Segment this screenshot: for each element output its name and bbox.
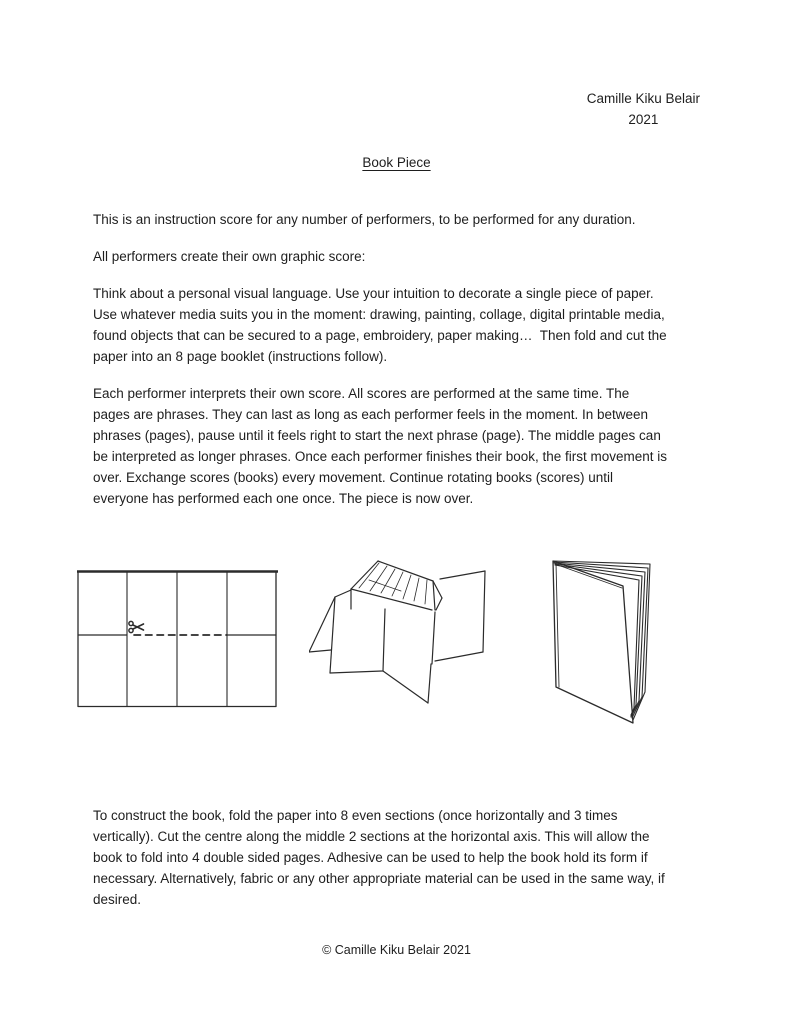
paragraph-intro bbox=[93, 209, 793, 230]
finished-booklet-diagram bbox=[551, 560, 663, 725]
paragraph-create-score bbox=[93, 246, 793, 267]
text-line: All performers create their own graphic score: bbox=[93, 249, 366, 264]
text-line: paper into an 8 page booklet (instructions follow). bbox=[93, 349, 388, 364]
text-line: book to fold into 4 double sided pages. Adhesive can be used to help the book hold its form if bbox=[93, 850, 648, 865]
text-line: phrases (pages), pause until it feels right to start the next phrase (page). The middle pages can bbox=[93, 428, 661, 443]
cut-opening-shading bbox=[359, 563, 427, 604]
text-line: pages are phrases. They can last as long as each performer feels in the moment. In between bbox=[93, 407, 649, 422]
text-line: be interpreted as longer phrases. Once each performer finishes their book, the first movement is bbox=[93, 449, 668, 464]
text-line: Think about a personal visual language. Use your intuition to decorate a single piece of paper. bbox=[93, 286, 654, 301]
author-block bbox=[587, 88, 700, 130]
text-line: everyone has performed each one once. The piece is now over. bbox=[93, 491, 474, 506]
text-line: necessary. Alternatively, fabric or any other appropriate material can be used in the same way, if bbox=[93, 871, 665, 886]
booklet-pages bbox=[553, 561, 650, 720]
footer-copyright: © Camille Kiku Belair 2021 bbox=[322, 943, 471, 957]
figures-row bbox=[0, 551, 793, 726]
star-fold-lines bbox=[309, 561, 485, 703]
text-line: desired. bbox=[93, 892, 142, 907]
spine-inner-line bbox=[556, 563, 559, 687]
star-fold-diagram bbox=[309, 560, 487, 710]
page-title: Book Piece bbox=[362, 155, 431, 170]
text-line: Each performer interprets their own score. All scores are performed at the same time. The bbox=[93, 386, 630, 401]
front-cover bbox=[553, 561, 633, 723]
paragraph-construction bbox=[93, 805, 793, 910]
text-line: Use whatever media suits you in the moment: drawing, painting, collage, digital printable media, bbox=[93, 307, 665, 322]
paragraph-performance-rules bbox=[93, 383, 793, 509]
author-year: 2021 bbox=[628, 112, 659, 127]
author-name: Camille Kiku Belair bbox=[586, 91, 700, 106]
cover-top-inner-line bbox=[555, 564, 622, 588]
text-line: found objects that can be secured to a page, embroidery, paper making… Then fold and cut the bbox=[93, 328, 667, 343]
text-line: This is an instruction score for any number of performers, to be performed for any duration. bbox=[93, 212, 636, 227]
text-line: over. Exchange scores (books) every movement. Continue rotating books (scores) until bbox=[93, 470, 613, 485]
back-cover bbox=[553, 561, 650, 720]
paragraph-visual-language bbox=[93, 283, 793, 367]
text-line: To construct the book, fold the paper into 8 even sections (once horizontally and 3 times bbox=[93, 808, 618, 823]
scissors-icon bbox=[129, 621, 144, 632]
page-edge bbox=[554, 562, 648, 718]
fold-grid-diagram bbox=[77, 570, 278, 708]
text-line: vertically). Cut the centre along the middle 2 sections at the horizontal axis. This will allow the bbox=[93, 829, 650, 844]
